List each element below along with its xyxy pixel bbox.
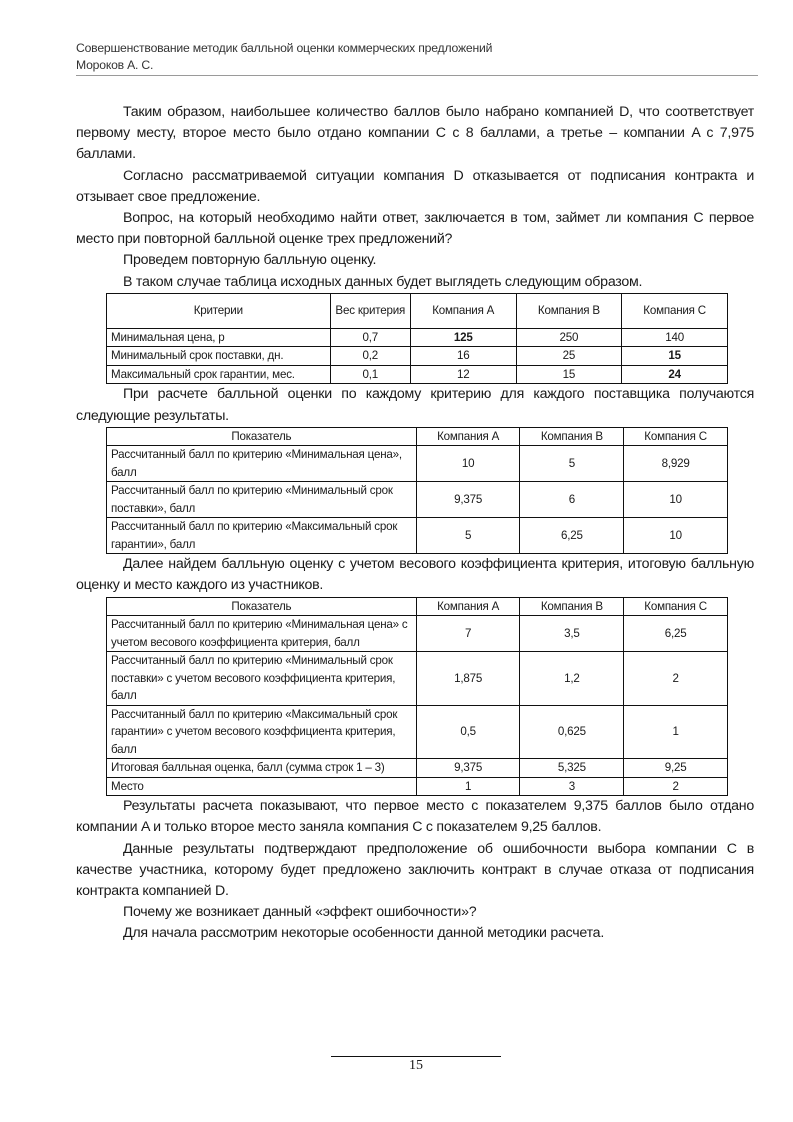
cell: 0,625 (520, 705, 624, 759)
page-number: 15 (409, 1058, 423, 1073)
footer-divider (331, 1056, 501, 1057)
table-row (107, 482, 728, 518)
cell: 2 (624, 777, 728, 796)
header-title: Совершенствование методик балльной оценки коммерческих предложений (76, 41, 493, 55)
column-header: Компания C (624, 427, 728, 446)
table-row (107, 328, 728, 347)
cell: Итоговая балльная оценка, балл (сумма строк 1 – 3) (107, 759, 417, 778)
table-row (107, 616, 728, 652)
table-row-rank (107, 777, 728, 796)
column-header: Компания C (624, 597, 728, 616)
table-header-row (107, 427, 728, 446)
cell: 6,25 (520, 518, 624, 554)
table-row (107, 705, 728, 759)
cell: Место (107, 777, 417, 796)
column-header: Показатель (107, 427, 417, 446)
table-header-row (107, 293, 728, 328)
cell: 10 (416, 446, 520, 482)
cell: Рассчитанный балл по критерию «Минимальный срок поставки» с учетом весового коэффициента критерия, балл (107, 652, 417, 706)
cell: 1,875 (416, 652, 520, 706)
header-divider (76, 75, 758, 76)
cell: 3 (520, 777, 624, 796)
running-header (76, 40, 758, 74)
source-data-table (106, 293, 728, 385)
paragraph: Согласно рассматриваемой ситуации компания D отказывается от подписания контракта и отзывает свое предложение. (76, 167, 754, 205)
column-header: Компания A (410, 293, 516, 328)
column-header: Компания B (520, 597, 624, 616)
page-body (76, 102, 754, 945)
paragraph: Почему же возникает данный «эффект ошибочности»? (123, 904, 477, 921)
column-header: Критерии (107, 293, 331, 328)
cell: 12 (410, 365, 516, 384)
weighted-scores-table (106, 597, 728, 797)
cell: 1 (624, 705, 728, 759)
best-value: 24 (668, 367, 681, 381)
cell: 9,375 (416, 482, 520, 518)
cell: 0,2 (330, 347, 410, 366)
cell: 3,5 (520, 616, 624, 652)
table-row (107, 518, 728, 554)
cell: 0,7 (330, 328, 410, 347)
cell: Рассчитанный балл по критерию «Минимальный срок поставки», балл (107, 482, 417, 518)
cell: 10 (624, 518, 728, 554)
cell: Минимальный срок поставки, дн. (107, 347, 331, 366)
scores-table (106, 427, 728, 555)
cell: 0,5 (416, 705, 520, 759)
cell: 7 (416, 616, 520, 652)
column-header: Компания A (416, 427, 520, 446)
cell: 9,25 (624, 759, 728, 778)
column-header: Компания B (520, 427, 624, 446)
column-header: Показатель (107, 597, 417, 616)
paragraph: Проведем повторную балльную оценку. (123, 252, 377, 269)
paragraph: Далее найдем балльную оценку с учетом весового коэффициента критерия, итоговую балльную оценку и место каждого из участников. (76, 556, 754, 594)
cell: 6 (520, 482, 624, 518)
best-value: 125 (453, 330, 473, 344)
table-row (107, 365, 728, 384)
cell (622, 347, 728, 366)
cell: 9,375 (416, 759, 520, 778)
column-header: Компания A (416, 597, 520, 616)
table-row (107, 652, 728, 706)
cell: Рассчитанный балл по критерию «Минимальная цена» с учетом весового коэффициента критерия, балл (107, 616, 417, 652)
cell: 8,929 (624, 446, 728, 482)
cell: 2 (624, 652, 728, 706)
cell: 5,325 (520, 759, 624, 778)
cell: Рассчитанный балл по критерию «Минимальная цена», балл (107, 446, 417, 482)
cell: 25 (516, 347, 622, 366)
paragraph: При расчете балльной оценки по каждому критерию для каждого поставщика получаются следующие результаты. (76, 386, 754, 424)
cell: 140 (622, 328, 728, 347)
cell: 5 (416, 518, 520, 554)
cell: Рассчитанный балл по критерию «Максимальный срок гарантии» с учетом весового коэффициента критерия, балл (107, 705, 417, 759)
table-header-row (107, 597, 728, 616)
paragraph: Для начала рассмотрим некоторые особенности данной методики расчета. (123, 925, 605, 942)
paragraph: Результаты расчета показывают, что первое место с показателем 9,375 баллов было отдано компании A и только второе место заняла компания C с показателем 9,25 баллов. (76, 798, 754, 836)
paragraph: Данные результаты подтверждают предположение об ошибочности выбора компании C в качестве участника, которому будет предложено заключить контракт в случае отказа от подписания контракта компанией D. (76, 840, 754, 899)
table-row (107, 347, 728, 366)
cell: 15 (516, 365, 622, 384)
cell: 5 (520, 446, 624, 482)
best-value: 15 (668, 349, 681, 363)
cell (410, 328, 516, 347)
paragraph: Таким образом, наибольшее количество баллов было набрано компанией D, что соответствует первому месту, второе место было отдано компании C с 8 баллами, а третье – компании A с 7,975 баллами. (76, 104, 754, 163)
cell: 10 (624, 482, 728, 518)
column-header: Компания C (622, 293, 728, 328)
cell: 6,25 (624, 616, 728, 652)
cell: 1 (416, 777, 520, 796)
table-row-total (107, 759, 728, 778)
paragraph: Вопрос, на который необходимо найти ответ, заключается в том, займет ли компания C первое место при повторной балльной оценке трех предложений? (76, 210, 754, 248)
cell: Минимальная цена, р (107, 328, 331, 347)
cell (622, 365, 728, 384)
paragraph: В таком случае таблица исходных данных будет выглядеть следующим образом. (123, 273, 643, 290)
cell: 250 (516, 328, 622, 347)
cell: 16 (410, 347, 516, 366)
column-header: Вес критерия (330, 293, 410, 328)
cell: 1,2 (520, 652, 624, 706)
cell: 0,1 (330, 365, 410, 384)
header-author: Мороков А. С. (76, 58, 154, 72)
cell: Максимальный срок гарантии, мес. (107, 365, 331, 384)
column-header: Компания B (516, 293, 622, 328)
table-row (107, 446, 728, 482)
cell: Рассчитанный балл по критерию «Максимальный срок гарантии», балл (107, 518, 417, 554)
